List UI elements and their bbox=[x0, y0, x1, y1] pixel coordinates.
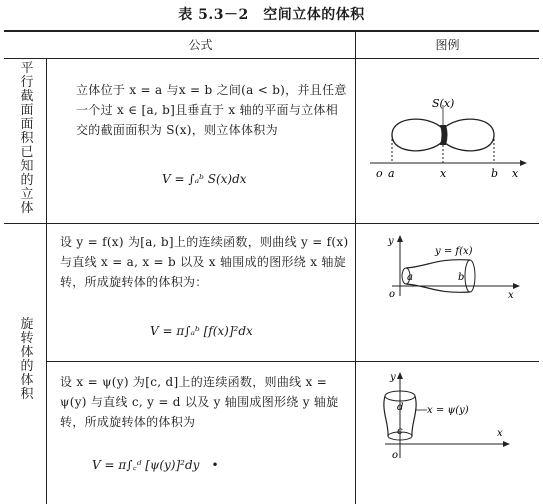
table-top-border bbox=[4, 30, 539, 32]
header-divider bbox=[4, 58, 539, 59]
rotation-about-x-figure bbox=[380, 232, 530, 312]
axis-label-a: a bbox=[388, 167, 395, 180]
section2a-formula: V = π∫ₐᵇ [f(x)]²dx bbox=[150, 324, 253, 338]
axis-label-x: x bbox=[508, 290, 514, 301]
axis-label-b: b bbox=[458, 272, 465, 283]
rotation-about-y-figure bbox=[375, 370, 535, 465]
axis-label-o: o bbox=[392, 450, 399, 461]
label-column-divider bbox=[46, 59, 47, 504]
header-figure: 图例 bbox=[435, 38, 460, 52]
section2b-formula: V = π∫꜀ᵈ [ψ(y)]²dy • bbox=[92, 458, 219, 472]
axis-label-d: d bbox=[397, 402, 404, 413]
axis-label-origin: o bbox=[376, 167, 383, 180]
rotation-y-curve-label: x = ψ(y) bbox=[427, 405, 469, 416]
figure-column-divider bbox=[355, 31, 356, 504]
row-divider bbox=[46, 361, 539, 362]
rotation-x-curve-label: y = f(x) bbox=[435, 246, 473, 257]
section-label-cross-section: 平行截面面积已知的立体 bbox=[20, 61, 34, 216]
header-formula: 公式 bbox=[188, 38, 213, 52]
cross-section-figure bbox=[360, 95, 535, 185]
axis-label-x-mid: x bbox=[440, 167, 447, 180]
axis-label-x: x bbox=[497, 428, 503, 439]
section-label-solid-of-revolution: 旋转体的体积 bbox=[20, 317, 34, 402]
section-divider bbox=[4, 223, 539, 224]
cross-section-curve-label: S(x) bbox=[432, 97, 455, 110]
section1-formula: V = ∫ₐᵇ S(x)dx bbox=[162, 172, 247, 186]
axis-label-b: b bbox=[491, 167, 499, 180]
table-title: 表 5.3－2 空间立体的体积 bbox=[178, 7, 365, 23]
axis-label-c: c bbox=[397, 426, 403, 437]
axis-label-a: a bbox=[407, 272, 413, 283]
section1-description: 立体位于 x = a 与x = b 之间(a < b)，并且任意一个过 x ∈ [a, b]且垂直于 x 轴的平面与立体相交的截面面积为 S(x)，则立体体积为 bbox=[76, 83, 347, 137]
axis-label-y: y bbox=[388, 236, 394, 247]
axis-label-x: x bbox=[512, 167, 519, 180]
axis-label-o: o bbox=[389, 289, 396, 300]
section2b-description: 设 x = ψ(y) 为[c, d]上的连续函数，则曲线 x = ψ(y) 与直线 c, y = d 以及 y 轴围成图形绕 y 轴旋转，所成旋转体的体积为 bbox=[60, 375, 339, 429]
axis-label-y: y bbox=[390, 372, 396, 383]
section2a-description: 设 y = f(x) 为[a, b]上的连续函数，则曲线 y = f(x) 与直线 x = a, x = b 以及 x 轴围成的图形绕 x 轴旋转，所成旋转体的体积为： bbox=[60, 235, 349, 289]
